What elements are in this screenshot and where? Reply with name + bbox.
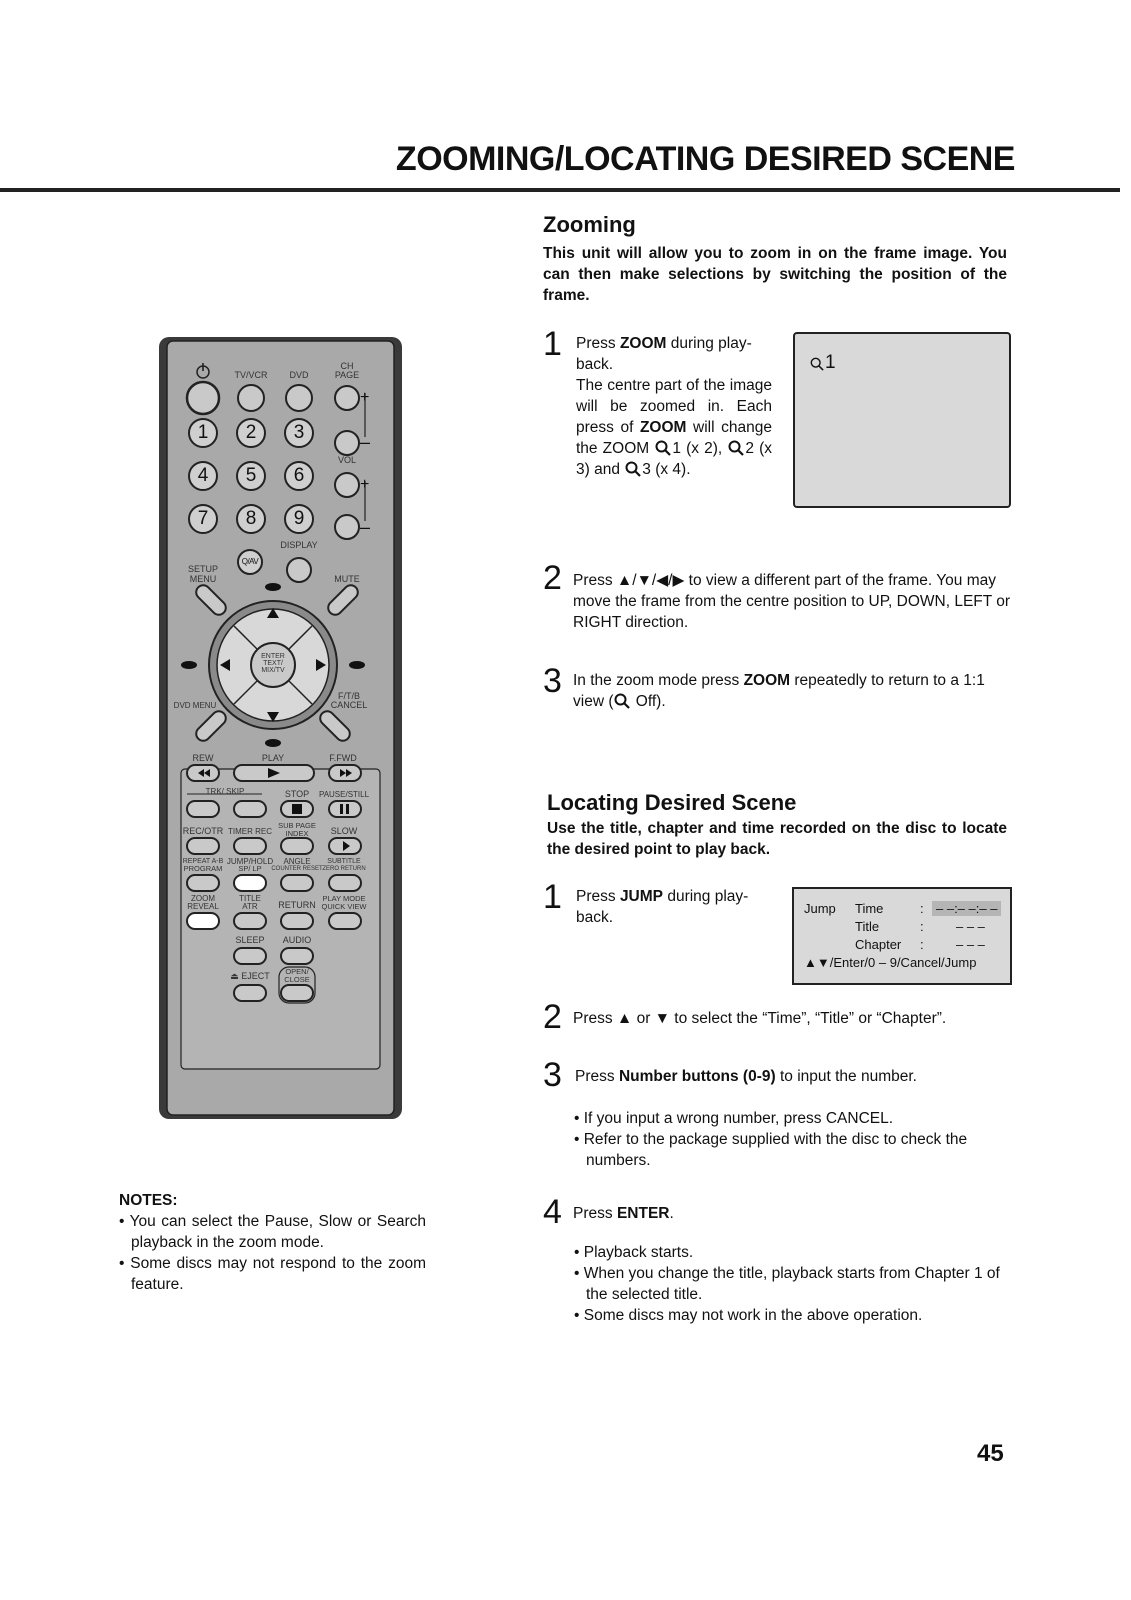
- jump-screen-illustration: [792, 887, 1012, 985]
- chapter-value: – – –: [956, 937, 985, 952]
- audio-label: AUDIO: [282, 935, 312, 945]
- locate-step-4-number: 4: [543, 1193, 562, 1231]
- zoom-label: ZOOM: [191, 894, 215, 903]
- quickview-label: QUICK VIEW: [321, 902, 367, 911]
- dvd-menu-label: DVD MENU: [173, 701, 217, 710]
- program-label: PROGRAM: [183, 864, 223, 873]
- locate-step-1-number: 1: [543, 878, 562, 916]
- remote-body: [157, 335, 404, 1121]
- title-value: – – –: [956, 919, 985, 934]
- tvvcr-label: TV/VCR: [234, 370, 268, 380]
- eject-text: EJECT: [241, 971, 270, 981]
- bullet: • Refer to the package supplied with the disc to check the numbers.: [574, 1131, 968, 1169]
- locate-step-3-text: Press Number buttons (0-9) to input the number.: [575, 1068, 917, 1085]
- zoom-screen-label: [809, 352, 836, 374]
- notes: [119, 1190, 426, 1295]
- locating-heading: Locating Desired Scene: [547, 790, 797, 815]
- title-label: TITLE: [239, 894, 261, 903]
- index-label: INDEX: [285, 829, 309, 838]
- locate-step-2-text: Press ▲ or ▼ to select the “Time”, “Title” or “Chapter”.: [573, 1010, 947, 1027]
- mixtv-label: MIX/TV: [261, 667, 285, 674]
- dvd-label: DVD: [289, 370, 309, 380]
- bullet: • If you input a wrong number, press CANCEL.: [574, 1110, 894, 1127]
- ffwd-label: F.FWD: [329, 753, 357, 763]
- timerrec-label: TIMER REC: [228, 827, 272, 836]
- subpage-label: SUB PAGE: [278, 821, 316, 830]
- page-title: ZOOMING/LOCATING DESIRED SCENE: [395, 140, 1015, 178]
- enter-label: ENTER: [261, 653, 285, 660]
- playmode-label: PLAY MODE: [322, 894, 366, 903]
- note-item: • Some discs may not respond to the zoom feature.: [119, 1255, 426, 1293]
- zoom-step-1-number: 1: [543, 325, 562, 363]
- chapter-colon: :: [920, 937, 924, 952]
- vol-label: VOL: [337, 455, 357, 465]
- angle-label: ANGLE: [283, 857, 311, 866]
- zero-return-label: ZERO RETURN: [322, 866, 366, 872]
- qav-button: Q/AV: [237, 549, 263, 575]
- time-value: – –:– –:– –: [932, 901, 1001, 916]
- digit-9-button: 9: [284, 504, 314, 534]
- pause-label: PAUSE/STILL: [318, 790, 370, 799]
- page-number: 45: [977, 1440, 1004, 1467]
- digit-1-button: 1: [188, 418, 218, 448]
- counter-reset-label: COUNTER RESET: [271, 866, 323, 872]
- jump-label: Jump: [804, 901, 836, 916]
- recotr-label: REC/OTR: [182, 826, 224, 836]
- cancel-label: CANCEL: [330, 700, 368, 710]
- magnifier-icon: [655, 440, 671, 456]
- svg-text:+: +: [360, 389, 370, 406]
- bullet: • Playback starts.: [574, 1244, 694, 1261]
- zoom-step-1-text: Press ZOOM during play- back. The centre part of the image will be zoomed in. Each press of ZOOM will change the ZOOM 1 (x 2), 2 (x 3) and 3 (x 4).: [576, 335, 773, 478]
- trkskip-label: TRK/ SKIP: [205, 787, 245, 796]
- jumphold-label: JUMP/HOLD: [226, 857, 274, 866]
- locate-step-4-text: Press ENTER.: [573, 1205, 674, 1222]
- bullet: • When you change the title, playback starts from Chapter 1 of the selected title.: [574, 1265, 1000, 1303]
- menu-label: MENU: [189, 574, 217, 584]
- zooming-heading: Zooming: [543, 212, 636, 237]
- svg-text:+: +: [360, 476, 370, 493]
- chapter-label: Chapter: [855, 937, 902, 952]
- eject-label: ⏏ EJECT: [230, 971, 270, 981]
- reveal-label: REVEAL: [187, 902, 219, 911]
- zoom-step-2-number: 2: [543, 559, 562, 597]
- locate-step-4-bullets: [574, 1242, 1014, 1326]
- locate-step-3-bullets: [574, 1108, 1014, 1171]
- text-label: TEXT/: [263, 660, 283, 667]
- title-label: Title: [855, 919, 880, 934]
- svg-text:–: –: [360, 432, 371, 452]
- remote-control-illustration: [157, 335, 404, 1121]
- magnifier-icon: [810, 357, 824, 371]
- digit-2-button: 2: [236, 418, 266, 448]
- repeat-label: REPEAT A-B: [182, 858, 224, 865]
- digit-6-button: 6: [284, 461, 314, 491]
- open-label: OPEN/: [285, 967, 309, 976]
- zoom-step-3-number: 3: [543, 662, 562, 700]
- close-label: CLOSE: [284, 975, 310, 984]
- mute-label: MUTE: [334, 574, 360, 584]
- magnifier-icon: [625, 461, 641, 477]
- return-label: RETURN: [278, 900, 316, 910]
- digit-7-button: 7: [188, 504, 218, 534]
- stop-label: STOP: [284, 789, 310, 799]
- splp-label: SP/ LP: [238, 864, 262, 873]
- subtitle-label: SUBTITLE: [327, 858, 361, 865]
- ch-label: CH: [340, 361, 354, 371]
- magnifier-icon: [614, 693, 630, 709]
- ftb-label: F/T/B: [338, 691, 360, 701]
- display-label: DISPLAY: [280, 540, 318, 550]
- setup-label: SETUP: [187, 564, 219, 574]
- sleep-label: SLEEP: [235, 935, 265, 945]
- play-label: PLAY: [261, 753, 285, 763]
- rew-label: REW: [192, 753, 214, 763]
- zooming-intro: This unit will allow you to zoom in on the frame image. You can then make selections by switching the position of the frame.: [543, 245, 1007, 304]
- notes-title: NOTES:: [119, 1192, 178, 1209]
- digit-4-button: 4: [188, 461, 218, 491]
- zoom-screen-illustration: [793, 332, 1011, 508]
- digit-3-button: 3: [284, 418, 314, 448]
- locate-step-1-text: Press JUMP during play- back.: [576, 888, 749, 926]
- bullet: • Some discs may not work in the above operation.: [574, 1307, 923, 1324]
- time-colon: :: [920, 901, 924, 916]
- slow-label: SLOW: [330, 826, 358, 836]
- locate-step-2-number: 2: [543, 998, 562, 1036]
- locating-intro: Use the title, chapter and time recorded on the disc to locate the desired point to play back.: [547, 820, 1007, 858]
- title-rule: [0, 188, 1120, 192]
- time-label: Time: [855, 901, 884, 916]
- zoom-step-3-text: In the zoom mode press ZOOM repeatedly to return to a 1:1 view ( Off).: [573, 672, 985, 710]
- note-item: • You can select the Pause, Slow or Search playback in the zoom mode.: [119, 1213, 426, 1251]
- locate-step-3-number: 3: [543, 1056, 562, 1094]
- title-colon: :: [920, 919, 924, 934]
- svg-text:–: –: [360, 517, 371, 537]
- page-label: PAGE: [334, 370, 360, 380]
- zoom-screen-level: 1: [825, 352, 836, 373]
- atr-label: ATR: [242, 902, 258, 911]
- jump-hint: ▲▼/Enter/0 – 9/Cancel/Jump: [804, 955, 977, 970]
- zoom-step-2-text: Press ▲/▼/◀/▶ to view a different part of the frame. You may move the frame from the centre position to UP, DOWN, LEFT or RIGHT direction.: [573, 572, 1011, 631]
- digit-5-button: 5: [236, 461, 266, 491]
- digit-8-button: 8: [236, 504, 266, 534]
- magnifier-icon: [728, 440, 744, 456]
